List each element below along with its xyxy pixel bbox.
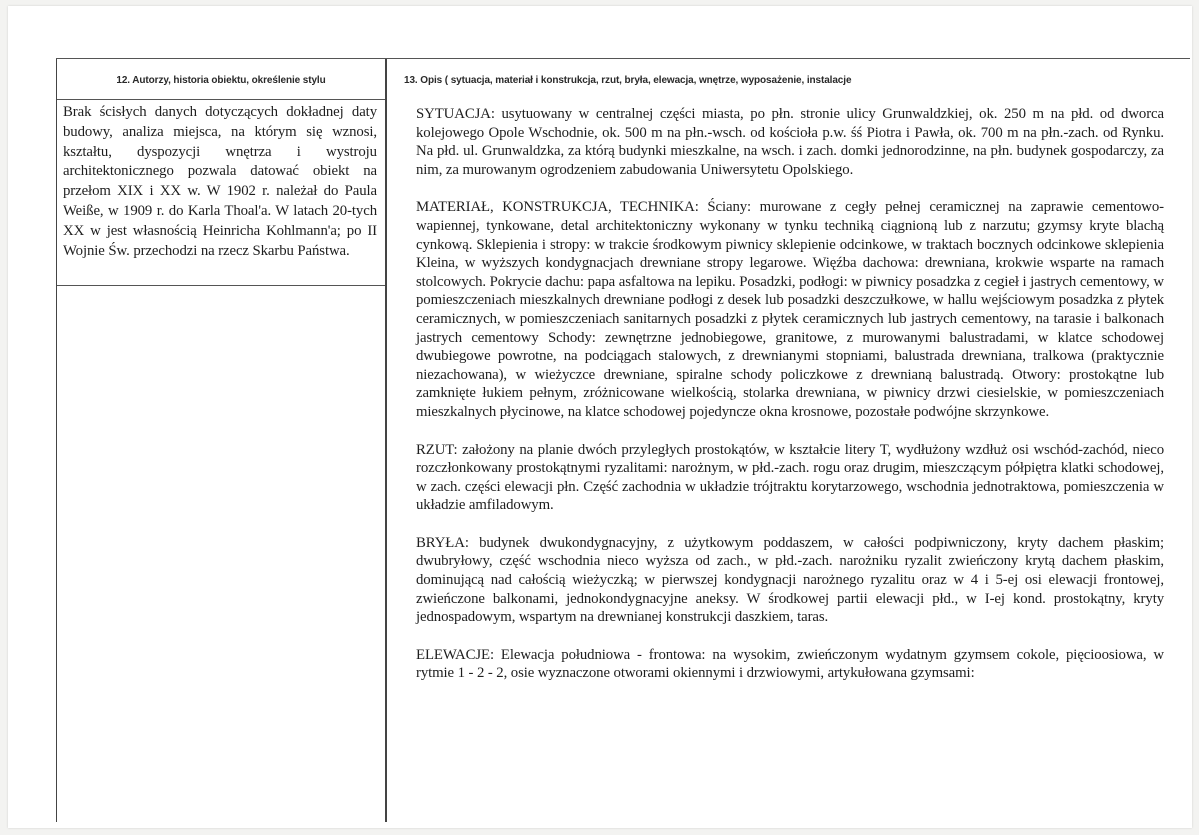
paragraph-sytuacja: SYTUACJA: usytuowany w centralnej części miasta, po płn. stronie ulicy Grunwaldzkiej, ok. 250 m na płd. od dworca kolejowego Opole Wschodnie, ok. 500 m na płn.-wsch. od kościoła p.w. śś Piotra i Pawła, ok. 700 m na płn.-zach. od Rynku. Na płd. ul. Grunwaldzka, za którą budynki mieszkalne, na wsch. i zach. domki jednorodzinne, na płn. budynek gospodarczy, za nim, za murowanym ogrodzeniem zabudowania Uniwersytetu Opolskiego.: [416, 106, 1164, 178]
section-13-body: [416, 105, 1164, 702]
paragraph-elewacje: ELEWACJE: Elewacja południowa - frontowa: na wysokim, zwieńczonym wydatnym gzymsem cokole, pięcioosiowa, w rytmie 1 - 2 - 2, osie wyznaczone otworami okiennymi i drzwiowymi, artykułowana gzymsami:: [416, 646, 1164, 682]
paragraph-rzut: RZUT: założony na planie dwóch przyległych prostokątów, w kształcie litery T, wydłużony wzdłuż osi wschód-zachód, nieco rozczłonkowany prostokątnymi ryzalitami: narożnym, w płd.-zach. rogu oraz drugim, mieszczącym półpiętra klatki schodowej, w zach. części elewacji płn. Część zachodnia w układzie trójtraktu korytarzowego, wschodnia jednotraktowa, pomieszczenia w układzie amfiladowym.: [416, 441, 1164, 514]
section-13-heading: 13. Opis ( sytuacja, materiał i konstrukcja, rzut, bryła, elewacja, wnętrze, wyposażenie, instalacje: [404, 75, 852, 86]
paragraph-material: MATERIAŁ, KONSTRUKCJA, TECHNIKA: Ściany: murowane z cegły pełnej ceramicznej na zaprawie cementowo-wapiennej, tynkowane, detal architektoniczny wykonany w tynku techniką ciągnioną lub z narzutu; gzymsy kryte blachą cynkową. Sklepienia i stropy: w trakcie środkowym piwnicy sklepienie odcinkowe, w traktach bocznych odcinkowe sklepienia Kleina, w wyższych kondygnacjach drewniane stropy legarowe. Więźba dachowa: drewniana, krokwie wsparte na ramach stolcowych. Pokrycie dachu: papa asfaltowa na lepiku. Posadzki, podłogi: w piwnicy posadzka z cegieł i jastrych cementowy, w pomieszczeniach mieszkalnych drewniane podłogi z desek lub posadzki deszczułkowe, w hallu wejściowym posadzka z płytek ceramicznych, w pomieszczeniach sanitarnych posadzki z płytek ceramicznych lub jastrych cementowy, na tarasie i balkonach jastrych cementowy Schody: zewnętrzne jednobiegowe, granitowe, z murowanymi balustradami, w klatce schodowej dwubiegowe powrotne, na podciągach stalowych, z drewnianymi stopniami, balustrada drewniana, tralkowa (praktycznie niezachowana), w wieżyczce drewniane, spiralne schody policzkowe z drewnianą balustradą. Otwory: prostokątne lub zamknięte łukiem pełnym, zróżnicowane wielkością, stolarka drewniana, w piwnicy drzwi ciesielskie, w pomieszczeniach mieszkalnych płycinowe, na klatce schodowej pojedyncze okna krosnowe, pozostałe podwójne skrzynkowe.: [416, 199, 1164, 420]
document-sheet: [8, 6, 1192, 828]
section-12-text: Brak ścisłych danych dotyczących dokładnej daty budowy, analiza miejsca, na którym się wznosi, kształtu, dyspozycji wnętrza i wystroju architektonicznego pozwala datować obiekt na przełom XIX i XX w. W 1902 r. należał do Paula Weiße, w 1909 r. do Karla Thoal'a. W latach 20-tych XX w jest własnością Heinricha Kohlmann'a; po II Wojnie Św. przechodzi na rzecz Skarbu Państwa.: [63, 104, 377, 259]
heading-divider: [57, 99, 385, 100]
section-12-column: [56, 59, 387, 822]
text-box-divider: [57, 285, 385, 286]
paragraph-bryla: BRYŁA: budynek dwukondygnacyjny, z użytkowym poddaszem, w całości podpiwniczony, kryty dachem płaskim; dwubryłowy, część wschodnia nieco wyższa od zach., w płd.-zach. narożniku ryzalit zwieńczony krytą dachem płaskim, dominującą nad całością wieżyczką; w pierwszej kondygnacji narożnego ryzalitu oraz w 4 i 5-ej osi elewacji frontowej, zwieńczone balkonami, jednokondygnacyjne aneksy. W środkowej partii elewacji płd., w I-ej kond. prostokątny, kryty jednospadowym, wspartym na drewnianej konstrukcji daszkiem, taras.: [416, 534, 1164, 626]
section-13-column: [386, 59, 1190, 822]
form-frame: [56, 58, 1190, 822]
section-12-heading: 12. Autorzy, historia obiektu, określenie stylu: [116, 75, 326, 86]
